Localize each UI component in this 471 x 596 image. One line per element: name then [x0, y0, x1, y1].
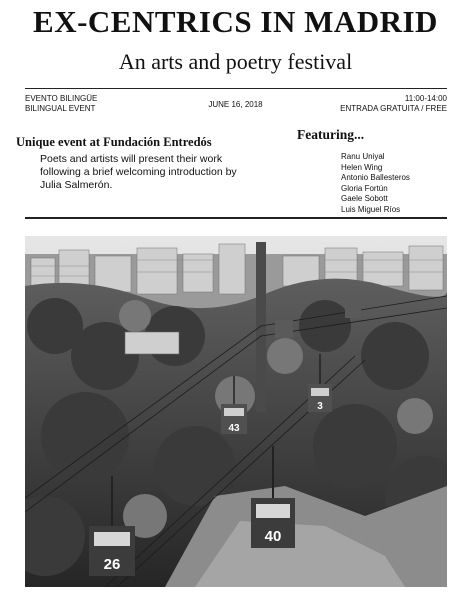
artist-list: [341, 152, 410, 215]
artist-item: Gaele Sobott: [341, 194, 388, 203]
artist-item: Ranu Uniyal: [341, 152, 385, 161]
featuring-heading: Featuring...: [297, 127, 365, 142]
bilingual-info-es: EVENTO BILINGÜE: [25, 94, 98, 103]
event-description: Poets and artists will present their work following a brief welcoming introduction by Julia Salmerón.: [40, 153, 237, 191]
cable-car-photo: [25, 236, 447, 587]
event-date: JUNE 16, 2018: [208, 100, 263, 109]
artist-item: Helen Wing: [341, 162, 383, 172]
top-divider: [25, 88, 447, 89]
cable-car-number: 3: [317, 401, 323, 412]
event-heading: Unique event at Fundación Entredós: [16, 135, 212, 149]
bottom-divider: [25, 217, 447, 219]
poster-subtitle: An arts and poetry festival: [118, 49, 353, 74]
artist-item: Gloria Fortún: [341, 183, 388, 193]
cable-car-number: 26: [103, 556, 121, 573]
entry-info: ENTRADA GRATUITA / FREE: [340, 104, 447, 113]
bilingual-info-en: BILINGUAL EVENT: [25, 104, 96, 113]
artist-item: Luis Miguel Ríos: [341, 204, 401, 214]
poster-title: EX-CENTRICS IN MADRID: [33, 4, 438, 39]
event-time: 11:00-14:00: [404, 94, 447, 103]
time-and-entry: [340, 94, 447, 114]
artist-item: Antonio Ballesteros: [341, 173, 410, 182]
cable-car-number: 40: [264, 528, 282, 545]
cable-car-number: 43: [228, 423, 240, 434]
